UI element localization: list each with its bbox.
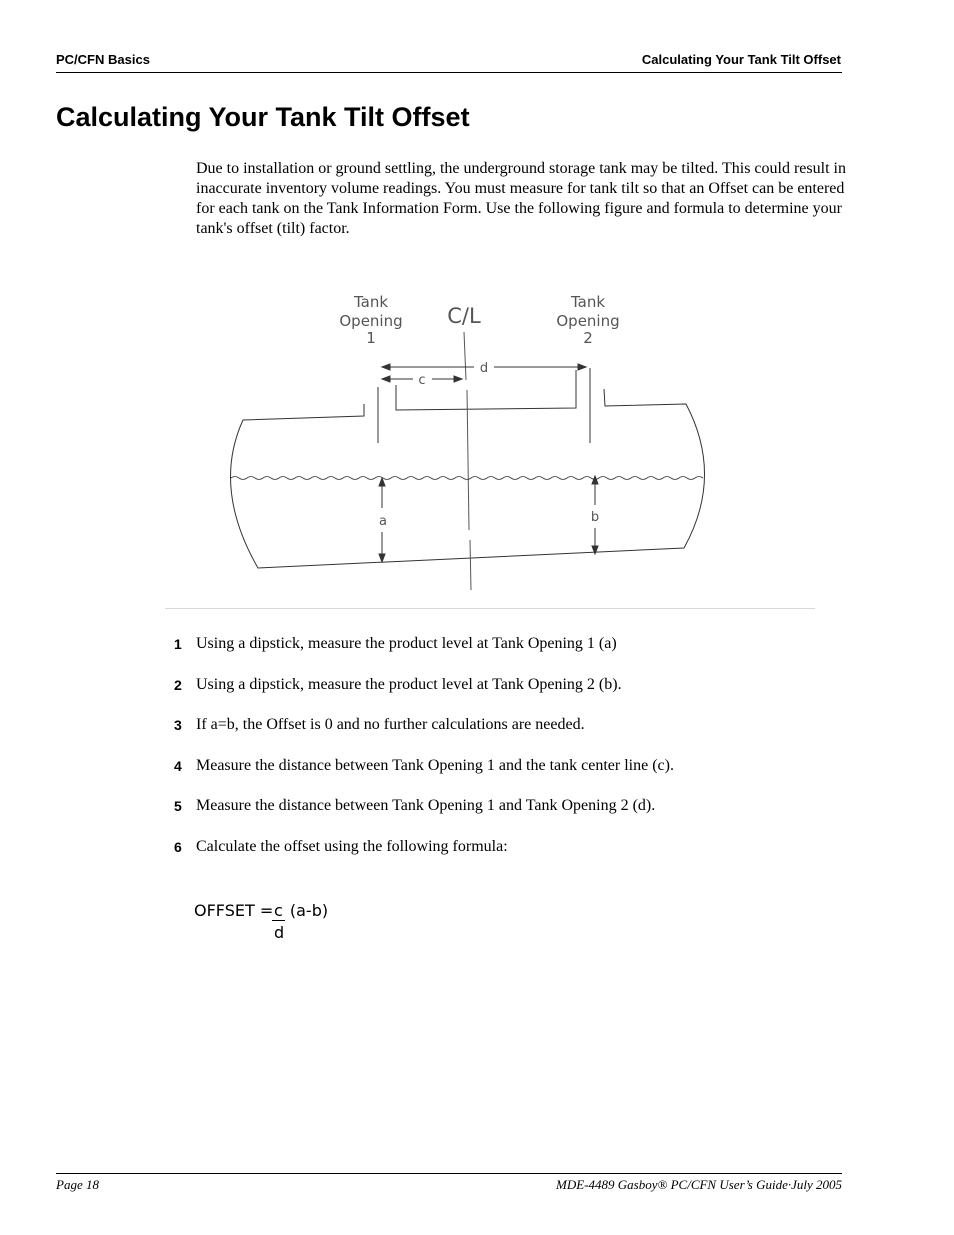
list-item [166, 796, 674, 816]
step-number: 6 [174, 838, 182, 855]
step-number: 2 [174, 676, 182, 693]
intro-paragraph: Due to installation or ground settling, the underground storage tank may be tilted. This could result in inaccurate inventory volume readings. You must measure for tank tilt so that an Offset can be entered for each tank on the Tank Information Form. Use the following figure and formula to determine your tank's offset (tilt) factor. [196, 160, 846, 237]
step-text: If a=b, the Offset is 0 and no further calculations are needed. [196, 716, 585, 734]
step-text: Using a dipstick, measure the product level at Tank Opening 1 (a) [196, 635, 617, 652]
formula-numerator [272, 900, 328, 921]
footer-document-title: MDE-4489 Gasboy® PC/CFN User’s Guide·July 2005 [556, 1177, 842, 1192]
list-item [166, 634, 674, 654]
formula-numerator-rest: (a-b) [284, 901, 329, 920]
centerline-label: C/L [447, 304, 481, 328]
list-item [166, 675, 674, 695]
list-item [166, 715, 674, 735]
product-level [231, 477, 703, 480]
header-section: PC/CFN Basics [56, 52, 150, 67]
tank-tilt-figure [165, 280, 815, 610]
step-text: Measure the distance between Tank Opening 1 and Tank Opening 2 (d). [196, 797, 656, 815]
footer-page-number: Page 18 [56, 1177, 99, 1192]
page-title: Calculating Your Tank Tilt Offset [56, 102, 470, 132]
opening-1-label-line2: Opening [339, 312, 403, 330]
step-text: Using a dipstick, measure the product level at Tank Opening 2 (b). [196, 675, 622, 693]
list-item [166, 837, 674, 857]
step-number: 1 [174, 636, 182, 652]
step-number: 4 [174, 757, 182, 774]
opening-2-label-line2: Opening [556, 312, 620, 330]
footer-rule [56, 1173, 842, 1174]
list-item [166, 756, 674, 776]
centerline [464, 332, 471, 590]
header-topic: Calculating Your Tank Tilt Offset [641, 52, 841, 67]
step-text: Measure the distance between Tank Opening 1 and the tank center line (c). [196, 756, 674, 774]
dim-a-label: a [379, 514, 387, 529]
dim-c-label: c [418, 373, 426, 388]
opening-2-label-line3: 2 [583, 329, 593, 347]
formula-numerator-c: c [274, 901, 283, 920]
dim-d-label: d [479, 361, 489, 376]
step-list [166, 634, 674, 878]
dim-b-label: b [590, 510, 600, 525]
figure-rule [165, 608, 815, 609]
opening-2-label-line1: Tank [570, 293, 606, 311]
header-rule [56, 72, 842, 73]
step-number: 5 [174, 798, 182, 815]
formula-denominator: d [274, 923, 285, 942]
step-text: Calculate the offset using the following formula: [196, 837, 508, 855]
opening-1-label-line3: 1 [366, 329, 376, 347]
formula-lhs: OFFSET = [194, 901, 274, 920]
opening-1-label-line1: Tank [353, 293, 389, 311]
step-number: 3 [174, 717, 182, 734]
